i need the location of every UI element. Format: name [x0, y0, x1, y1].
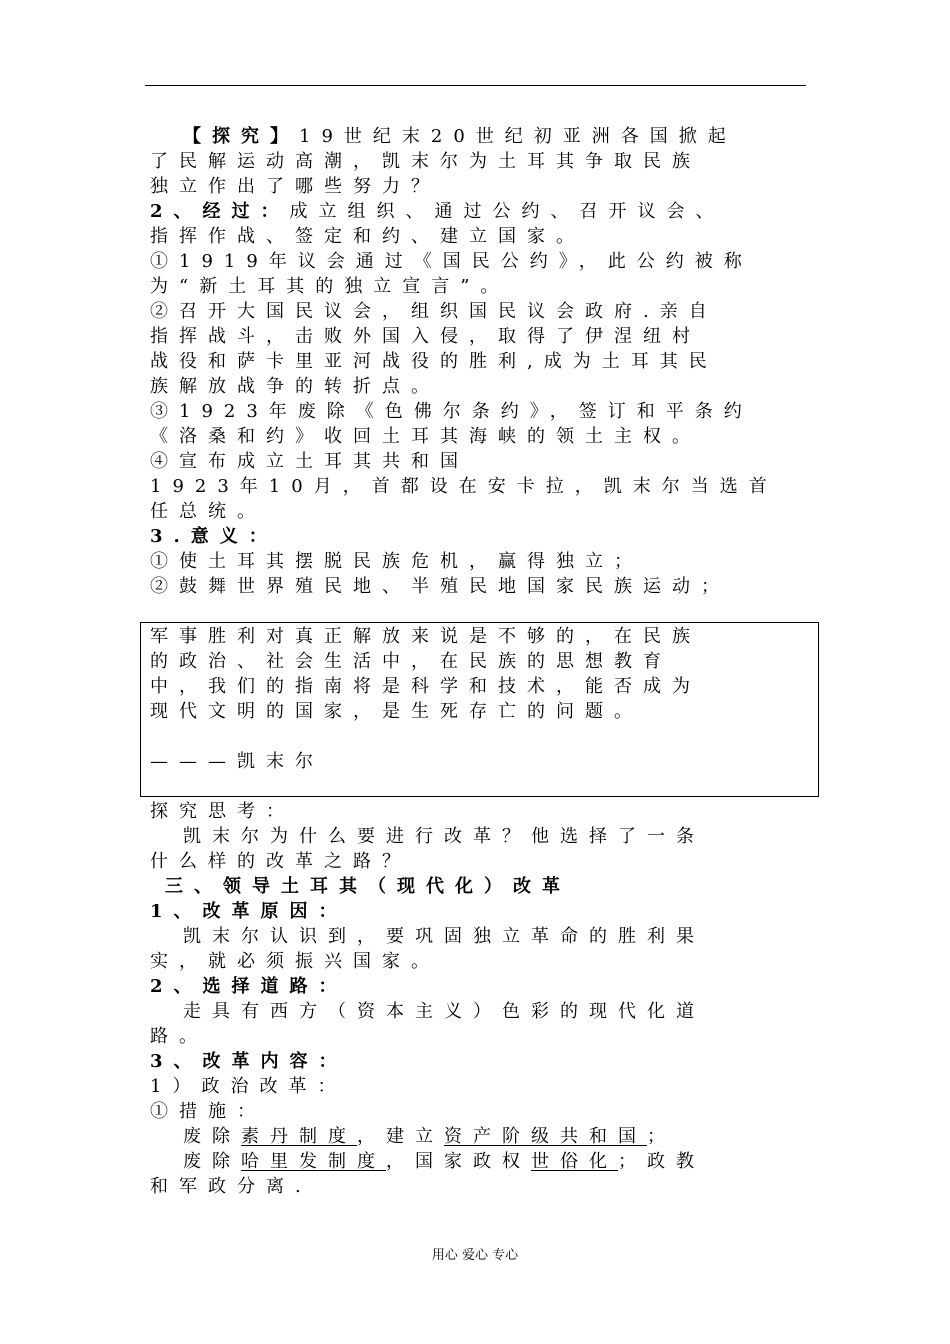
political-reform-heading: 1）政治改革：: [150, 1076, 347, 1097]
think-heading: 探究思考：: [150, 801, 295, 822]
content-heading: 3、改革内容：: [150, 1051, 348, 1072]
section-3-title: 三、领导土耳其（现代化）改革: [165, 876, 571, 897]
reason-text-2: 实，就必须振兴国家。: [150, 951, 440, 972]
significance-2: ②鼓舞世界殖民地、半殖民地国家民族运动；: [150, 576, 730, 597]
reason-heading: 1、改革原因：: [150, 901, 348, 922]
step-2-line-4: 族解放战争的转折点。: [150, 376, 440, 397]
step-4-line-2: 1923年10月，首都设在安卡拉，凯末尔当选首: [150, 476, 778, 497]
explore-question-line-3: 独立作出了哪些努力？: [150, 176, 440, 197]
process-text: 指挥作战、签定和约、建立国家。: [150, 226, 585, 247]
measures-heading: ①措施：: [150, 1101, 266, 1122]
quote-line-2: 的政治、社会生活中，在民族的思想教育: [150, 651, 672, 672]
measure-line-3: 和军政分离.: [150, 1176, 312, 1197]
quote-line-4: 现代文明的国家，是生死存亡的问题。: [150, 701, 643, 722]
path-heading: 2、选择道路：: [150, 976, 348, 997]
step-2-line-1: ②召开大国民议会，组织国民议会政府.亲自: [150, 301, 718, 322]
path-text-1: 走具有西方（资本主义）色彩的现代化道: [183, 1001, 705, 1022]
measure-line-2: 废除哈里发制度，国家政权世俗化；政教: [183, 1151, 705, 1172]
path-text-2: 路。: [150, 1026, 208, 1047]
step-1-line-1: ①1919年议会通过《国民公约》，此公约被称: [150, 251, 753, 272]
significance-heading: 3.意义：: [150, 526, 278, 547]
think-question-1: 凯末尔为什么要进行改革？他选择了一条: [183, 826, 705, 847]
step-2-line-2: 指挥战斗，击败外国入侵，取得了伊涅纽村: [150, 326, 701, 347]
significance-1: ①使土耳其摆脱民族危机，赢得独立；: [150, 551, 643, 572]
step-4-line-1: ④宣布成立土耳其共和国: [150, 451, 469, 472]
step-1-line-2: 为“新土耳其的独立宣言”。: [150, 276, 510, 297]
page-footer: 用心 爱心 专心: [431, 1248, 519, 1263]
header-rule: [145, 85, 806, 86]
reason-text-1: 凯末尔认识到，要巩固独立革命的胜利果: [183, 926, 705, 947]
process-heading: 2、经过：成立组织、通过公约、召开议会、: [150, 201, 725, 222]
measure-line-1: 废除素丹制度，建立资产阶级共和国；: [183, 1126, 676, 1147]
step-3-line-1: ③1923年废除《色佛尔条约》，签订和平条约: [150, 401, 753, 422]
quote-attribution: ———凯末尔: [150, 751, 324, 772]
step-4-line-3: 任总统。: [150, 501, 266, 522]
explore-question-line-2: 了民解运动高潮，凯末尔为土耳其争取民族: [150, 151, 701, 172]
explore-question-line-1: 【探究】19世纪末20世纪初亚洲各国掀起: [183, 126, 737, 147]
quote-line-1: 军事胜利对真正解放来说是不够的，在民族: [150, 626, 701, 647]
step-2-line-3: 战役和萨卡里亚河战役的胜利,成为土耳其民: [150, 351, 718, 372]
think-question-2: 什么样的改革之路？: [150, 851, 411, 872]
quote-line-3: 中，我们的指南将是科学和技术，能否成为: [150, 676, 701, 697]
step-3-line-2: 《洛桑和约》收回土耳其海峡的领土主权。: [150, 426, 701, 447]
